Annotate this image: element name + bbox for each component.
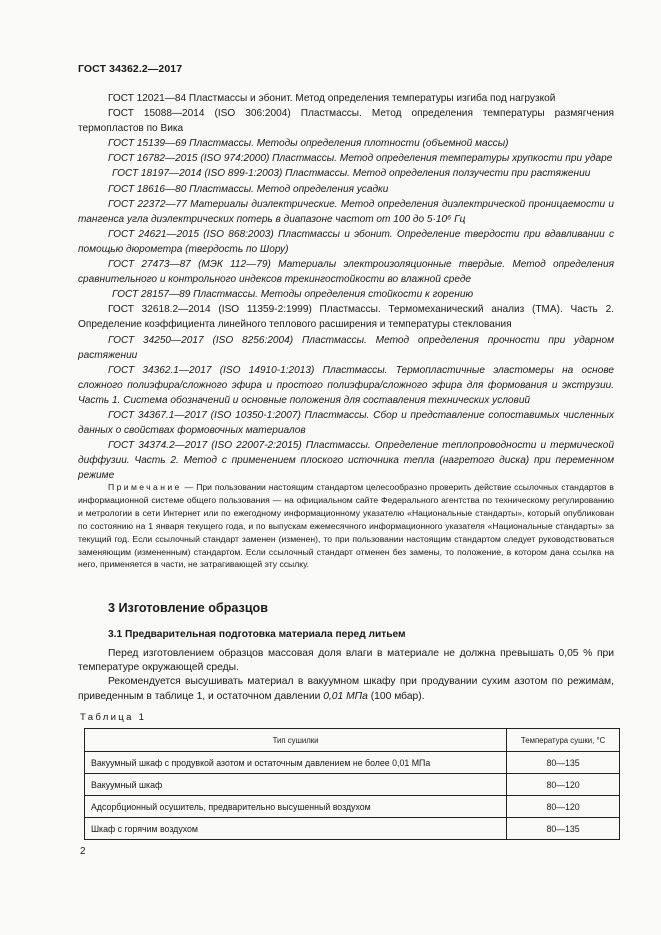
reference-item: ГОСТ 34374.2—2017 (ISO 22007-2:2015) Пластмассы. Определение теплопроводности и термической диффузии. Часть 2. Метод с применением плоского источника тепла (нагретого диска) при переменном режиме — [78, 440, 614, 482]
reference-item: ГОСТ 16782—2015 (ISO 974:2000) Пластмассы. Метод определения температуры хрупкости при ударе — [108, 153, 613, 165]
table-row — [85, 818, 620, 840]
normative-references — [78, 91, 614, 483]
temperature-cell: 80—120 — [507, 796, 620, 818]
table-row — [85, 796, 620, 818]
note-block — [78, 481, 614, 571]
body-text — [78, 647, 614, 704]
column-header: Тип сушилки — [85, 729, 507, 752]
paragraph: Перед изготовлением образцов массовая доля влаги в материале не должна превышать 0,05 % при температуре окружающей среды. — [78, 648, 614, 674]
table-header-row — [85, 729, 620, 752]
reference-item: ГОСТ 18197—2014 (ISO 899-1:2003) Пластмассы. Метод определения ползучести при растяжении — [112, 168, 591, 180]
table-row — [85, 774, 620, 796]
temperature-cell: 80—135 — [507, 818, 620, 840]
reference-item: ГОСТ 15088—2014 (ISO 306:2004) Пластмассы. Метод определения температуры размягчения термопластов по Вика — [78, 108, 614, 135]
reference-item: ГОСТ 12021—84 Пластмассы и эбонит. Метод определения температуры изгиба под нагрузкой — [108, 93, 556, 104]
reference-item: ГОСТ 32618.2—2014 (ISO 11359-2:1999) Пластмассы. Термомеханический анализ (ТМА). Часть 2. Определение коэффициента линейного теплового расширения и температуры стеклования — [78, 304, 614, 331]
dryer-type-cell: Шкаф с горячим воздухом — [85, 818, 507, 840]
reference-item: ГОСТ 18616—80 Пластмассы. Метод определения усадки — [108, 183, 389, 195]
reference-item: ГОСТ 22372—77 Материалы диэлектрические. Метод определения диэлектрической проницаемости и тангенса угла диэлектрических потерь в диапазоне частот от 100 до 5·10⁶ Гц — [78, 198, 614, 225]
table-caption: Таблица 1 — [80, 712, 147, 723]
page-number: 2 — [80, 846, 86, 857]
page-header: ГОСТ 34362.2—2017 — [78, 63, 183, 75]
dryer-type-cell: Адсорбционный осушитель, предварительно высушенный воздухом — [85, 796, 507, 818]
reference-item: ГОСТ 34367.1—2017 (ISO 10350-1:2007) Пластмассы. Сбор и представление сопоставимых численных данных о свойствах формовочных материалов — [78, 409, 614, 437]
note-label: Примечание — [108, 482, 182, 492]
subsection-heading: 3.1 Предварительная подготовка материала перед литьем — [108, 629, 406, 640]
reference-item: ГОСТ 15139—69 Пластмассы. Методы определения плотности (объемной массы) — [108, 138, 509, 150]
temperature-cell: 80—135 — [507, 752, 620, 774]
reference-item: ГОСТ 27473—87 (МЭК 112—79) Материалы электроизоляционные твердые. Метод определения сравнительного и контрольного индексов трекингостойкости во влажной среде — [78, 259, 614, 286]
table-row — [85, 752, 620, 774]
reference-item: ГОСТ 34362.1—2017 (ISO 14910-1:2013) Пластмассы. Термопластичные эластомеры на основе сложного полиэфира/сложного эфира и простого полиэфира/сложного эфира для формования и экструзии. Часть 1. Система обозначений и основные положения для составления технических условий — [78, 364, 614, 406]
section-heading: 3 Изготовление образцов — [108, 601, 268, 615]
dryer-type-cell: Вакуумный шкаф — [85, 774, 507, 796]
reference-item: ГОСТ 24621—2015 (ISO 868:2003) Пластмассы и эбонит. Определение твердости при вдавливании с помощью дюрометра (твердость по Шору) — [78, 228, 614, 255]
reference-item: ГОСТ 34250—2017 (ISO 8256:2004) Пластмассы. Метод определения прочности при ударном растяжении — [78, 334, 614, 361]
paragraph: Рекомендуется высушивать материал в вакуумном шкафу при продувании сухим азотом по режимам, приведенным в таблице 1, и остаточном давлении 0,01 МПа (100 мбар). — [78, 676, 614, 702]
column-header: Температура сушки, °С — [507, 729, 620, 752]
temperature-cell: 80—120 — [507, 774, 620, 796]
drying-table — [84, 728, 620, 840]
reference-item: ГОСТ 28157—89 Пластмассы. Методы определения стойкости к горению — [112, 289, 474, 301]
note-text: — При пользовании настоящим стандартом целесообразно проверить действие ссылочных стандартов в информационной системе общего пользования — на официальном сайте Федерального агентства по техническому регулированию и метрологии в сети Интернет или по ежегодному информационному указателю «Национальные стандарты», который опубликован по состоянию на 1 января текущего года, и по выпускам ежемесячного информационного указателя «Национальные стандарты» за текущий год. Если ссылочный стандарт заменен (изменен), то при пользовании настоящим стандартом следует руководствоваться заменяющим (измененным) стандартом. Если ссылочный стандарт отменен без замены, то положение, в котором дана ссылка на него, применяется в части, не затрагивающей эту ссылку. — [78, 482, 614, 570]
dryer-type-cell: Вакуумный шкаф с продувкой азотом и остаточным давлением не более 0,01 МПа — [85, 752, 507, 774]
